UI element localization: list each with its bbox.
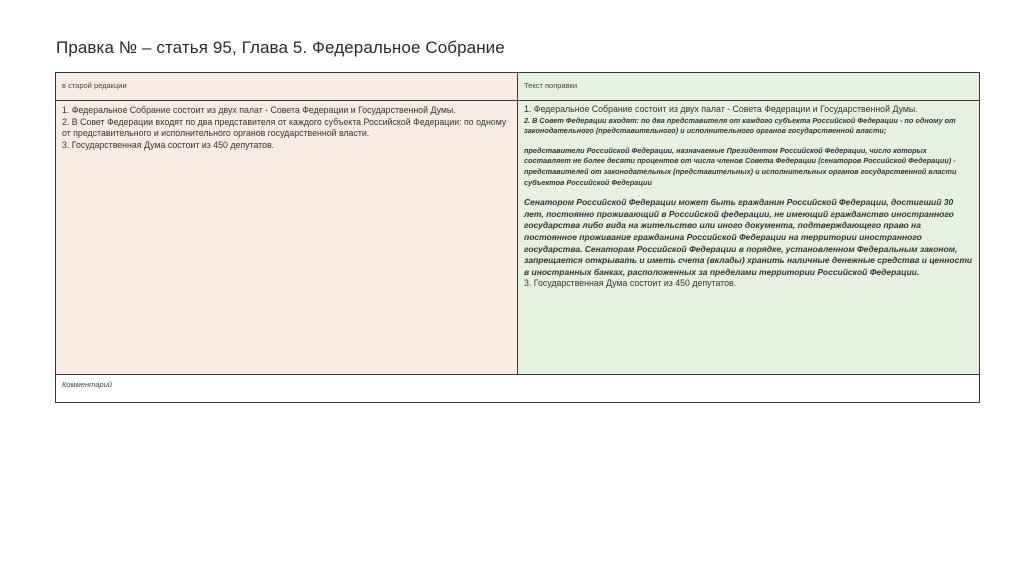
comment-row bbox=[56, 375, 980, 403]
new-text-cell bbox=[518, 101, 980, 375]
slide-title: Правка № – статья 95, Глава 5. Федеральное Собрание bbox=[56, 38, 505, 57]
old-item-1: 1. Федеральное Собрание состоит из двух палат - Совета Федерации и Государственной Думы. bbox=[62, 105, 456, 115]
new-item-2-senator: Сенатором Российской Федерации может быть гражданин Российской Федерации, достигший 30 лет, постоянно проживающий в Российской федерации, не имеющий гражданство иностранного государства либо вида на жительство или иного документа, подтверждающего право на постоянное проживание гражданина Российской Федерации на территории иностранного государства. Сенаторам Российской Федерации в порядке, установленном Федеральным законом, запрещается открывать и иметь счета (вклады) хранить наличные денежные средства и ценности в иностранных банках, расположенных за пределами территории Российской Федерации. bbox=[524, 197, 973, 277]
comment-cell bbox=[56, 375, 980, 403]
header-new-label: Текст поправки bbox=[524, 81, 578, 90]
header-old-cell bbox=[56, 73, 518, 101]
old-text-block bbox=[56, 101, 517, 151]
new-item-3: 3. Государственная Дума состоит из 450 депутатов. bbox=[524, 278, 737, 289]
old-text-cell bbox=[56, 101, 518, 375]
header-old-label: в старой редакции bbox=[62, 81, 127, 90]
amendment-table bbox=[55, 72, 980, 403]
old-item-3: 3. Государственная Дума состоит из 450 депутатов. bbox=[62, 139, 275, 150]
comment-label: Комментарий bbox=[62, 380, 113, 389]
new-item-2-appointed: представители Российской Федерации, назначаемые Президентом Российской Федерации, число которых составляет не более десяти процентов от числа членов Совета Федерации (сенаторов Российской Федерации) - представителей от законодательных (представительных) и исполнительных органов государственной власти субъектов Российской Федерации bbox=[524, 145, 957, 187]
table-body-row bbox=[56, 101, 980, 375]
header-new-cell bbox=[518, 73, 980, 101]
old-item-2: 2. В Совет Федерации входят по два представителя от каждого субъекта Российской Федерации: по одному от представительного и исполнительного органов государственной власти. bbox=[62, 116, 507, 139]
new-item-1: 1. Федеральное Собрание состоит из двух палат - Совета Федерации и Государственной Думы. bbox=[524, 104, 918, 114]
new-item-2: 2. В Совет Федерации входят: по два представителя от каждого субъекта Российской Федерации - по одному от законодательного (представительного) и исполнительного органов государственной власти; bbox=[524, 115, 956, 136]
new-text-block bbox=[518, 101, 979, 290]
table-header-row bbox=[56, 73, 980, 101]
